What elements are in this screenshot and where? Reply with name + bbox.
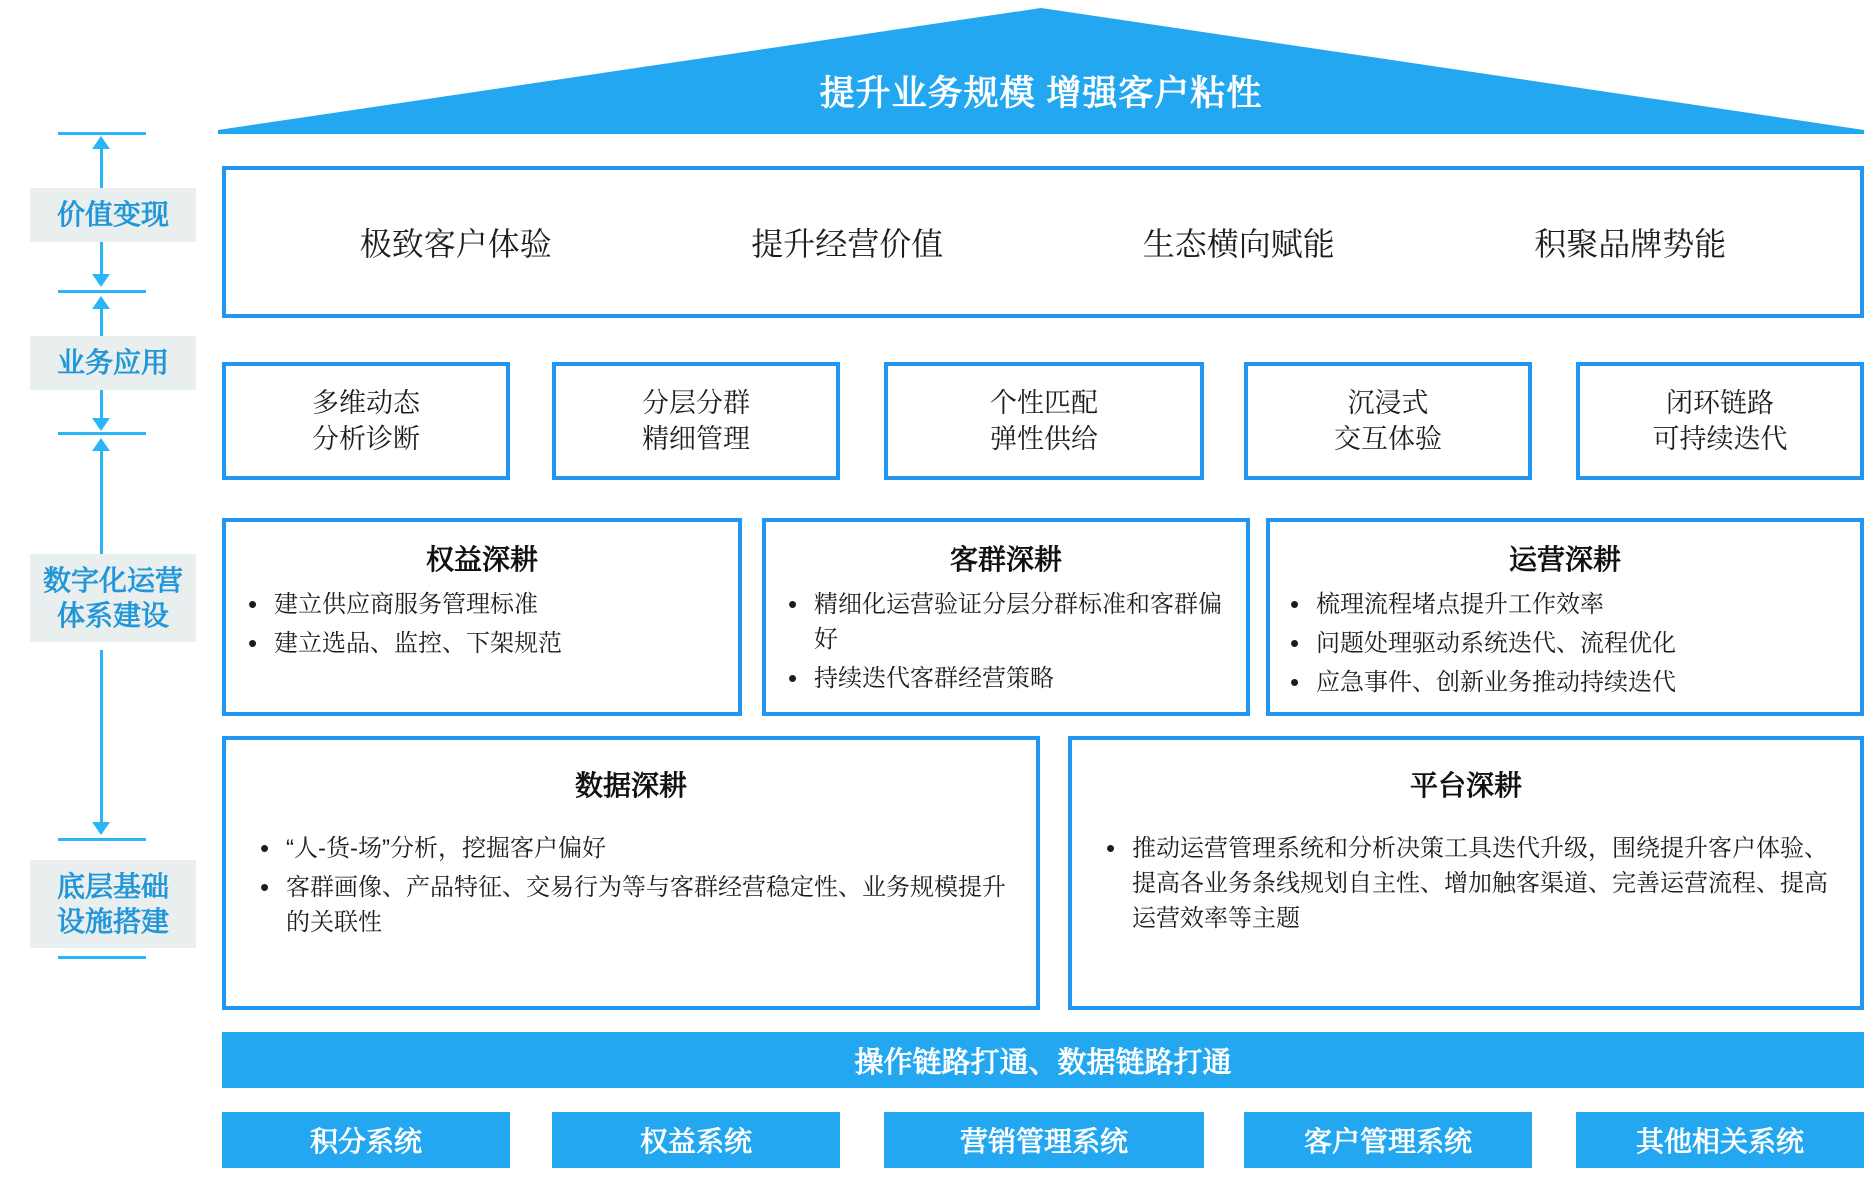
rail-tag-digital-ops-line2: 体系建设 — [56, 600, 169, 631]
deep-box-data-title: 数据深耕 — [574, 770, 687, 801]
app-box-2-line1: 个性匹配 — [990, 387, 1098, 418]
rail-line-3b — [100, 650, 103, 822]
rail-arrow-dn-2 — [92, 418, 110, 431]
app-box-3 — [1244, 362, 1532, 480]
roof-title: 提升业务规模 增强客户粘性 — [819, 74, 1263, 113]
deep-box-operations-title: 运营深耕 — [1508, 544, 1621, 575]
deep-box-customer — [762, 518, 1250, 716]
system-box-rights: 权益系统 — [552, 1112, 840, 1168]
rail-line-1a — [100, 148, 103, 188]
deep-box-customer-bullet-1: • 持续迭代客群经营策略 — [780, 662, 1232, 697]
deep-box-operations-bullet-0: • 梳理流程堵点提升工作效率 — [1282, 588, 1848, 623]
app-box-1 — [552, 362, 840, 480]
rail-tag-infrastructure-line2: 设施搭建 — [56, 906, 169, 937]
app-box-2-line2: 弹性供给 — [990, 424, 1098, 454]
link-through-bar: 操作链路打通、数据链路打通 — [222, 1032, 1864, 1088]
deep-box-platform-title: 平台深耕 — [1409, 770, 1522, 801]
rail-tag-value: 价值变现 — [30, 188, 196, 242]
value-item-3: 积聚品牌势能 — [1534, 226, 1727, 262]
rail-arrow-dn-1 — [92, 274, 110, 287]
app-box-4-line1: 闭环链路 — [1666, 387, 1774, 418]
system-box-marketing: 营销管理系统 — [884, 1112, 1204, 1168]
rail-cap-3 — [58, 838, 146, 841]
left-rail — [18, 130, 208, 1160]
rail-arrow-dn-3 — [92, 822, 110, 835]
app-box-1-line1: 分层分群 — [642, 387, 750, 418]
deep-box-customer-title: 客群深耕 — [949, 544, 1062, 575]
deep-box-operations — [1266, 518, 1864, 716]
deep-box-platform — [1068, 736, 1864, 1010]
app-box-1-line2: 精细管理 — [642, 424, 750, 454]
deep-box-operations-bullet-2: • 应急事件、创新业务推动持续迭代 — [1282, 666, 1848, 701]
rail-cap-bottom — [58, 956, 146, 959]
app-box-0-line2: 分析诊断 — [312, 424, 420, 454]
deep-box-rights — [222, 518, 742, 716]
rail-cap-top — [58, 132, 146, 135]
rail-tag-apps: 业务应用 — [30, 336, 196, 390]
app-box-3-line2: 交互体验 — [1334, 424, 1442, 454]
rail-line-3a — [100, 450, 103, 554]
rail-tag-infrastructure — [30, 860, 196, 948]
rail-cap-1 — [58, 290, 146, 293]
system-box-other: 其他相关系统 — [1576, 1112, 1864, 1168]
system-box-points: 积分系统 — [222, 1112, 510, 1168]
rail-line-1b — [100, 242, 103, 278]
deep-box-operations-bullet-1: • 问题处理驱动系统迭代、流程优化 — [1282, 627, 1848, 662]
value-item-1: 提升经营价值 — [751, 226, 944, 262]
deep-box-data-bullet-1: • 客群画像、产品特征、交易行为等与客群经营稳定性、业务规模提升的关联性 — [252, 871, 1010, 941]
app-box-0 — [222, 362, 510, 480]
deep-box-data — [222, 736, 1040, 1010]
app-box-3-line1: 沉浸式 — [1347, 387, 1429, 418]
deep-box-rights-bullet-1: • 建立选品、监控、下架规范 — [240, 627, 724, 662]
deep-box-platform-bullet-0: • 推动运营管理系统和分析决策工具迭代升级，围绕提升客户体验、提高各业务条线规划自主性、增加触客渠道、完善运营流程、提高运营效率等主题 — [1098, 832, 1834, 936]
value-item-2: 生态横向赋能 — [1142, 226, 1335, 262]
value-realization-box — [222, 166, 1864, 318]
rail-tag-digital-ops — [30, 554, 196, 642]
app-box-4-line2: 可持续迭代 — [1652, 424, 1788, 454]
app-box-4 — [1576, 362, 1864, 480]
system-box-customer: 客户管理系统 — [1244, 1112, 1532, 1168]
roof-banner — [218, 8, 1864, 134]
deep-box-customer-bullet-0: • 精细化运营验证分层分群标准和客群偏好 — [780, 588, 1232, 658]
rail-tag-digital-ops-line1: 数字化运营 — [42, 565, 183, 596]
value-item-0: 极致客户体验 — [359, 226, 552, 262]
rail-line-2b — [100, 390, 103, 418]
rail-line-2a — [100, 308, 103, 336]
rail-tag-infrastructure-line1: 底层基础 — [56, 871, 169, 902]
deep-box-rights-bullet-0: • 建立供应商服务管理标准 — [240, 588, 724, 623]
deep-box-rights-title: 权益深耕 — [425, 544, 538, 575]
app-box-0-line1: 多维动态 — [312, 387, 420, 418]
rail-cap-2 — [58, 432, 146, 435]
deep-box-data-bullet-0: • “人-货-场”分析，挖掘客户偏好 — [252, 832, 1010, 867]
app-box-2 — [884, 362, 1204, 480]
